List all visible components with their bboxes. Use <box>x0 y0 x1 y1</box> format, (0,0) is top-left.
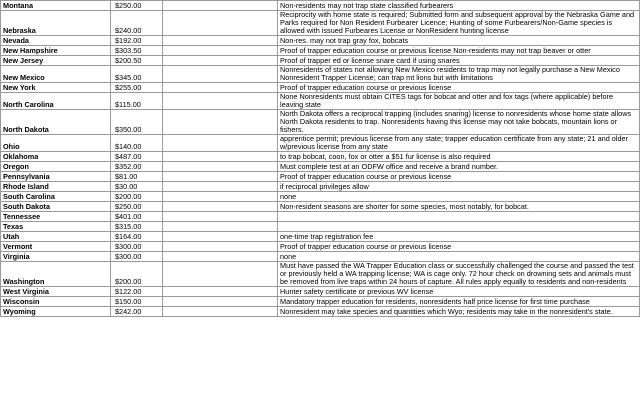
note-cell[interactable]: Non-residents may not trap state classified furbearers <box>278 1 640 11</box>
table-row <box>1 212 640 222</box>
note-cell[interactable]: Must complete test at an ODFW office and receive a brand number. <box>278 162 640 172</box>
table-row <box>1 202 640 212</box>
fee-cell[interactable]: $303.50 <box>111 46 163 56</box>
note-cell[interactable]: Mandatory trapper education for residents, nonresidents half price license for first time purchase <box>278 297 640 307</box>
empty-cell[interactable] <box>163 262 278 287</box>
empty-cell[interactable] <box>163 110 278 135</box>
empty-cell[interactable] <box>163 192 278 202</box>
state-cell[interactable]: Washington <box>1 262 111 287</box>
state-cell[interactable]: North Dakota <box>1 110 111 135</box>
empty-cell[interactable] <box>163 93 278 110</box>
fee-cell[interactable]: $487.00 <box>111 152 163 162</box>
state-cell[interactable]: New Hampshire <box>1 46 111 56</box>
fee-cell[interactable]: $345.00 <box>111 66 163 83</box>
note-cell[interactable]: none <box>278 252 640 262</box>
fee-cell[interactable]: $250.00 <box>111 1 163 11</box>
fee-cell[interactable]: $200.50 <box>111 56 163 66</box>
table-row <box>1 232 640 242</box>
empty-cell[interactable] <box>163 202 278 212</box>
fee-cell[interactable]: $300.00 <box>111 242 163 252</box>
table-row <box>1 192 640 202</box>
empty-cell[interactable] <box>163 297 278 307</box>
note-cell[interactable]: North Dakota offers a reciprocal trapping (includes snaring) license to nonresidents whose home state allows North Dakota residents to trap. Nonresidents having this license may not take bobcats, mountain lions or fishers. <box>278 110 640 135</box>
empty-cell[interactable] <box>163 1 278 11</box>
note-cell[interactable]: Hunter safety certificate or previous WV license <box>278 287 640 297</box>
table-row <box>1 307 640 317</box>
fee-cell[interactable]: $255.00 <box>111 83 163 93</box>
fee-cell[interactable]: $300.00 <box>111 252 163 262</box>
table-row <box>1 56 640 66</box>
state-cell[interactable]: South Carolina <box>1 192 111 202</box>
table-row <box>1 162 640 172</box>
table-row <box>1 110 640 135</box>
fee-cell[interactable]: $115.00 <box>111 93 163 110</box>
note-cell[interactable]: Proof of trapper ed or license snare card if using snares <box>278 56 640 66</box>
fee-cell[interactable]: $81.00 <box>111 172 163 182</box>
empty-cell[interactable] <box>163 152 278 162</box>
note-cell[interactable] <box>278 212 640 222</box>
note-cell[interactable]: none <box>278 192 640 202</box>
empty-cell[interactable] <box>163 66 278 83</box>
fee-cell[interactable]: $150.00 <box>111 297 163 307</box>
fee-cell[interactable]: $240.00 <box>111 11 163 36</box>
state-cell[interactable]: Rhode Island <box>1 182 111 192</box>
note-cell[interactable]: one-time trap registration fee <box>278 232 640 242</box>
fee-cell[interactable]: $200.00 <box>111 262 163 287</box>
fee-cell[interactable]: $250.00 <box>111 202 163 212</box>
fee-cell[interactable]: $242.00 <box>111 307 163 317</box>
empty-cell[interactable] <box>163 162 278 172</box>
note-cell[interactable]: if reciprocal privileges allow <box>278 182 640 192</box>
table-row <box>1 66 640 83</box>
note-cell[interactable]: Non-res. may not trap gray fox, bobcats <box>278 36 640 46</box>
empty-cell[interactable] <box>163 252 278 262</box>
table-row <box>1 152 640 162</box>
state-cell[interactable]: North Carolina <box>1 93 111 110</box>
fee-cell[interactable]: $350.00 <box>111 110 163 135</box>
empty-cell[interactable] <box>163 172 278 182</box>
state-cell[interactable]: Oregon <box>1 162 111 172</box>
state-cell[interactable]: Montana <box>1 1 111 11</box>
fee-cell[interactable]: $140.00 <box>111 135 163 152</box>
fee-cell[interactable]: $122.00 <box>111 287 163 297</box>
state-cell[interactable]: New Jersey <box>1 56 111 66</box>
state-cell[interactable]: Oklahoma <box>1 152 111 162</box>
fee-cell[interactable]: $315.00 <box>111 222 163 232</box>
note-cell[interactable]: Proof of trapper education course or previous license <box>278 242 640 252</box>
table-row <box>1 11 640 36</box>
empty-cell[interactable] <box>163 36 278 46</box>
empty-cell[interactable] <box>163 242 278 252</box>
empty-cell[interactable] <box>163 56 278 66</box>
note-cell[interactable]: Nonresident may take species and quantities which Wyo; residents may take in the nonresident's state. <box>278 307 640 317</box>
table-row <box>1 1 640 11</box>
note-cell[interactable]: to trap bobcat, coon, fox or otter a $51 fur license is also required <box>278 152 640 162</box>
empty-cell[interactable] <box>163 287 278 297</box>
state-cell[interactable]: South Dakota <box>1 202 111 212</box>
state-cell[interactable]: Wisconsin <box>1 297 111 307</box>
table-row <box>1 172 640 182</box>
note-cell[interactable]: None Nonresidents must obtain CITES tags for bobcat and otter and fox tags (where applicable) before leaving state <box>278 93 640 110</box>
empty-cell[interactable] <box>163 135 278 152</box>
table-row <box>1 222 640 232</box>
state-cell[interactable]: Tennessee <box>1 212 111 222</box>
table-row <box>1 46 640 56</box>
state-cell[interactable]: Nevada <box>1 36 111 46</box>
empty-cell[interactable] <box>163 212 278 222</box>
state-cell[interactable]: Wyoming <box>1 307 111 317</box>
state-cell[interactable]: Vermont <box>1 242 111 252</box>
fee-cell[interactable]: $30.00 <box>111 182 163 192</box>
state-cell[interactable]: Pennsylvania <box>1 172 111 182</box>
fee-cell[interactable]: $200.00 <box>111 192 163 202</box>
table-row <box>1 287 640 297</box>
note-cell[interactable]: Must have passed the WA Trapper Education class or successfully challenged the course and passed the test or previously held a WA trapping license; WA is cage only. 72 hour check on drowning sets and animals must be removed from live traps within 24 hours of capture. All rules apply equally to residents and non-residents <box>278 262 640 287</box>
table-body <box>1 1 640 317</box>
table-row <box>1 36 640 46</box>
note-cell[interactable]: Nonresidents of states not allowing New Mexico residents to trap may not legally purchase a New Mexico Nonresident Trapper License; can trap mt lions but with limitations <box>278 66 640 83</box>
state-cell[interactable]: Virginia <box>1 252 111 262</box>
empty-cell[interactable] <box>163 11 278 36</box>
note-cell[interactable]: Proof of trapper education course or previous license <box>278 172 640 182</box>
state-cell[interactable]: Nebraska <box>1 11 111 36</box>
table-row <box>1 252 640 262</box>
fee-cell[interactable]: $401.00 <box>111 212 163 222</box>
table-row <box>1 262 640 287</box>
fee-cell[interactable]: $164.00 <box>111 232 163 242</box>
note-cell[interactable]: Proof of trapper education course or previous license Non-residents may not trap beaver or otter <box>278 46 640 56</box>
state-cell[interactable]: Utah <box>1 232 111 242</box>
empty-cell[interactable] <box>163 232 278 242</box>
note-cell[interactable]: Non-resident seasons are shorter for some species, most notably, for bobcat. <box>278 202 640 212</box>
state-cell[interactable]: Ohio <box>1 135 111 152</box>
note-cell[interactable]: apprentice permit; previous license from any state; trapper education certificate from any state; 21 and older w/previous license from any state <box>278 135 640 152</box>
note-cell[interactable] <box>278 222 640 232</box>
table-row <box>1 242 640 252</box>
table-row <box>1 93 640 110</box>
empty-cell[interactable] <box>163 307 278 317</box>
note-cell[interactable]: Reciprocity with home state is required; Submitted form and subsequent approval by the Nebraska Game and Parks required for Non Resident Furbearer Licence; Hunting of some Furbearers/Non-Game species is allowed with issued Furbeares License or NonResident hunting license <box>278 11 640 36</box>
empty-cell[interactable] <box>163 182 278 192</box>
empty-cell[interactable] <box>163 83 278 93</box>
empty-cell[interactable] <box>163 46 278 56</box>
state-cell[interactable]: New York <box>1 83 111 93</box>
state-cell[interactable]: Texas <box>1 222 111 232</box>
empty-cell[interactable] <box>163 222 278 232</box>
state-cell[interactable]: West Virginia <box>1 287 111 297</box>
table-row <box>1 135 640 152</box>
table-row <box>1 297 640 307</box>
state-cell[interactable]: New Mexico <box>1 66 111 83</box>
fee-cell[interactable]: $352.00 <box>111 162 163 172</box>
table-row <box>1 182 640 192</box>
fee-cell[interactable]: $192.00 <box>111 36 163 46</box>
note-cell[interactable]: Proof of trapper education course or previous license <box>278 83 640 93</box>
table-row <box>1 83 640 93</box>
